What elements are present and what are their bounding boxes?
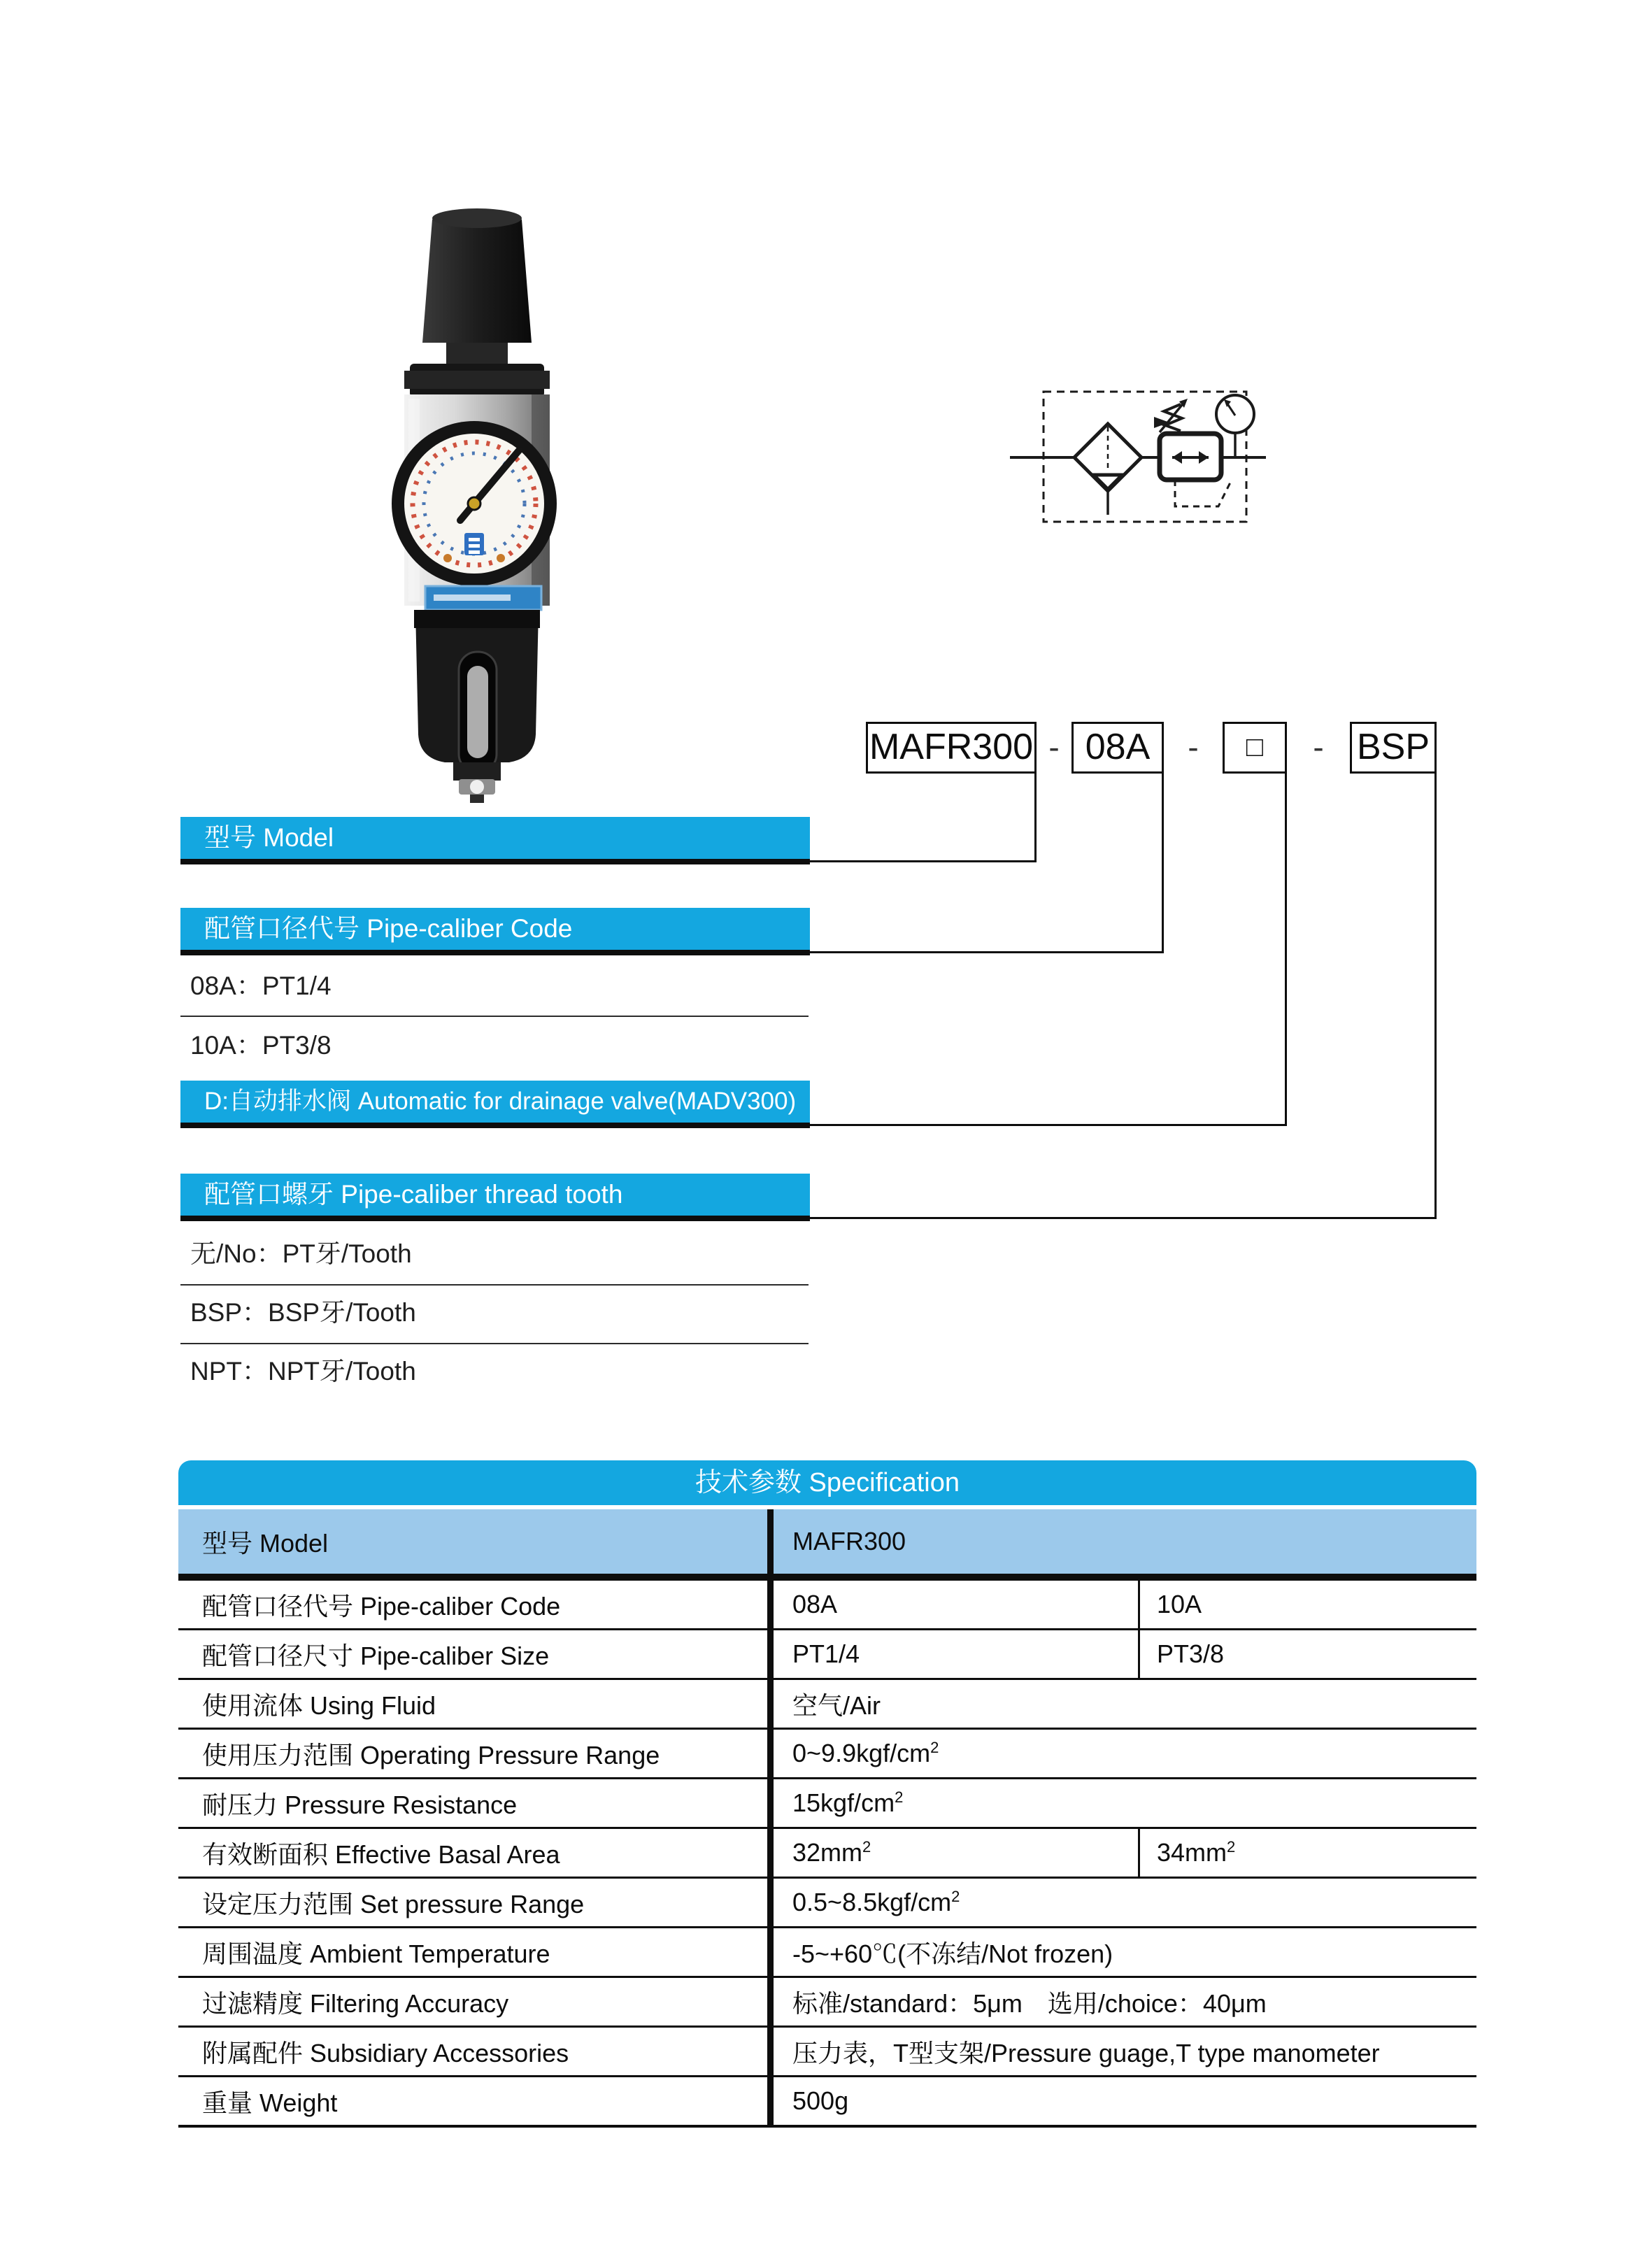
option-item: 08A：PT1/4 (190, 971, 332, 1000)
option-separator (180, 1284, 809, 1286)
spec-row-weight (178, 2077, 1476, 2128)
spec-value: 08A (792, 1590, 838, 1618)
spec-table-title: 技术参数 Specification (178, 1460, 1476, 1505)
model-code-separator: - (1188, 729, 1199, 765)
spec-row-pressure-resistance (178, 1779, 1476, 1829)
connector-line (1162, 774, 1164, 953)
spec-value: 标准/standard：5μm 选用/choice：40μm (792, 1988, 1267, 2018)
spec-row-ambient-temperature (178, 1928, 1476, 1978)
spec-value: 压力表，T型支架/Pressure guage,T type manometer (792, 2038, 1380, 2067)
filter-bowl (414, 610, 540, 772)
spec-label: 重量 Weight (202, 2088, 338, 2117)
spec-row-caliber-code (178, 1581, 1476, 1630)
model-code-box-series: MAFR300 (866, 722, 1037, 774)
spec-label: 设定压力范围 Set pressure Range (202, 1889, 585, 1918)
spec-row-subsidiary-accessories (178, 2028, 1476, 2077)
spec-value: $0.5\sim 8.5kgf/cm^2$ (792, 1888, 960, 1916)
spec-label: 配管口径尺寸 Pipe-caliber Size (202, 1641, 550, 1670)
spec-label: 使用压力范围 Operating Pressure Range (202, 1740, 660, 1770)
model-code-box-caliber: 08A (1071, 722, 1164, 774)
pneumatic-circuit-symbol (1004, 373, 1270, 534)
spec-row-effective-basal-area (178, 1829, 1476, 1879)
spec-label: 使用流体 Using Fluid (202, 1690, 436, 1720)
connector-line (810, 1124, 1287, 1126)
model-code-separator: - (1048, 729, 1060, 765)
spec-value: $15kgf/cm^2$ (792, 1788, 904, 1817)
model-code-box-option: □ (1223, 722, 1287, 774)
section-bar-underline (180, 1216, 810, 1221)
connector-line (1285, 774, 1287, 1125)
drain-fitting (453, 762, 501, 803)
spec-label: 有效断面积 Effective Basal Area (202, 1839, 560, 1869)
spec-table (178, 1460, 1476, 2128)
option-item: NPT：NPT牙/Tooth (190, 1357, 416, 1386)
adjust-knob (422, 208, 532, 365)
section-bar-thread-tooth: 配管口螺牙 Pipe-caliber thread tooth (180, 1174, 810, 1216)
connector-line (1434, 774, 1437, 1218)
connector-line (810, 951, 1164, 953)
connector-line (810, 1217, 1437, 1219)
option-separator (180, 1016, 809, 1017)
model-code-separator: - (1313, 729, 1324, 765)
model-code-box-thread: BSP (1350, 722, 1437, 774)
spec-label: 周围温度 Ambient Temperature (202, 1939, 550, 1968)
spec-label: 配管口径代号 Pipe-caliber Code (202, 1591, 561, 1621)
option-item: 10A：PT3/8 (190, 1031, 332, 1060)
section-bar-underline (180, 859, 810, 864)
spec-row-set-pressure (178, 1879, 1476, 1928)
product-photo-image (344, 204, 610, 806)
section-bar-model: 型号 Model (180, 817, 810, 859)
table-column-divider (767, 1509, 774, 2128)
section-bar-underline (180, 1123, 810, 1128)
spec-value: 空气/Air (792, 1690, 881, 1720)
section-bar-drain-valve: D:自动排水阀 Automatic for drainage valve(MADV300) (180, 1081, 810, 1123)
spec-value: MAFR300 (792, 1527, 906, 1555)
section-bar-pipe-caliber-code: 配管口径代号 Pipe-caliber Code (180, 908, 810, 950)
spec-row-operating-pressure (178, 1730, 1476, 1779)
spec-row-using-fluid (178, 1680, 1476, 1730)
spec-row-filtering-accuracy (178, 1978, 1476, 2028)
spec-value: $34mm^2$ (1157, 1838, 1236, 1867)
option-separator (180, 1343, 809, 1344)
pressure-gauge (392, 421, 557, 586)
connector-line (810, 860, 1037, 862)
spec-value: $0\sim 9.9kgf/cm^2$ (792, 1739, 939, 1767)
spec-row-model (178, 1509, 1476, 1581)
spec-value: 10A (1157, 1590, 1202, 1618)
option-item: 无/No：PT牙/Tooth (190, 1239, 412, 1268)
spec-value: -5~+60℃(不冻结/Not frozen) (792, 1939, 1113, 1968)
spec-value: PT1/4 (792, 1639, 860, 1668)
spec-value: 500g (792, 2086, 849, 2115)
bonnet-collar (404, 364, 550, 397)
filter-symbol (1074, 424, 1141, 515)
spec-value: $32mm^2$ (792, 1838, 871, 1867)
table-subcolumn-divider (1138, 1581, 1140, 1678)
connector-line (1034, 774, 1037, 862)
section-bar-underline (180, 950, 810, 955)
spec-label: 附属配件 Subsidiary Accessories (202, 2038, 569, 2067)
brand-label (425, 586, 541, 610)
spec-row-caliber-size (178, 1630, 1476, 1680)
spec-value: PT3/8 (1157, 1639, 1225, 1668)
spec-label: 耐压力 Pressure Resistance (202, 1790, 518, 1819)
option-item: BSP：BSP牙/Tooth (190, 1298, 416, 1327)
table-subcolumn-divider (1138, 1829, 1140, 1877)
spec-label: 型号 Model (202, 1528, 329, 1558)
spec-label: 过滤精度 Filtering Accuracy (202, 1988, 509, 2018)
